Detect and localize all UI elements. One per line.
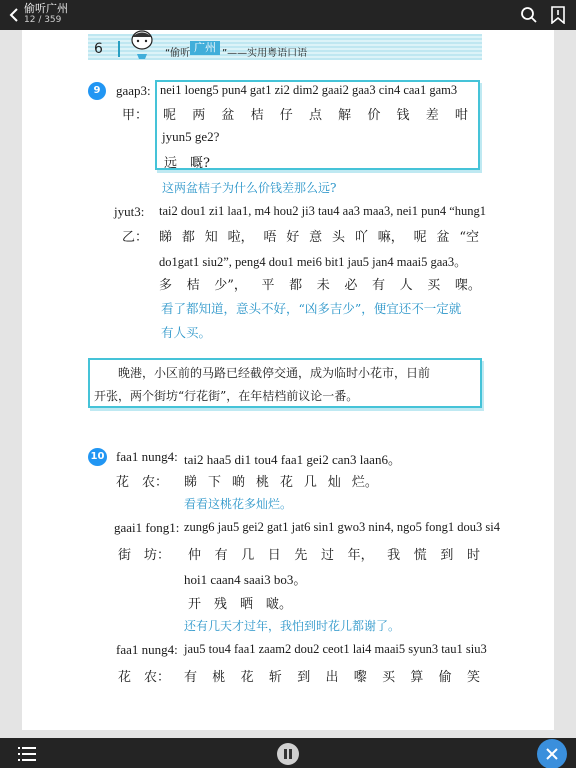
close-button[interactable] xyxy=(537,739,567,768)
pause-button[interactable] xyxy=(277,743,299,765)
speaker-roman: jyut3: xyxy=(114,204,145,219)
speaker-roman: faa1 nung4: xyxy=(116,642,178,657)
section-number-badge: 9 xyxy=(88,82,106,100)
speaker-roman: faa1 nung4: xyxy=(116,449,178,464)
speaker-roman: gaai1 fong1: xyxy=(114,520,180,535)
section-number-badge: 10 xyxy=(88,448,107,466)
speaker-roman: gaap3: xyxy=(116,83,151,98)
scene-text: 开张，两个街坊“行花街”，在年桔档前议论一番。 xyxy=(94,389,359,403)
page-number: 6 xyxy=(94,41,103,57)
romanization-line: nei1 loeng5 pun4 gat1 zi2 dim2 gaai2 gaa3 cin4 caa1 gam3 xyxy=(160,83,458,97)
chevron-left-icon[interactable] xyxy=(6,7,22,23)
divider xyxy=(118,41,120,57)
book-title: 偷听广州 xyxy=(24,2,68,15)
hanzi-line: 有 桃 花 斩 到 出 嚟 买 算 偷 笑 xyxy=(184,670,480,685)
romanization-line: do1gat1 siu2”, peng4 dou1 mei6 bit1 jau5 jan4 maai5 gaa3。 xyxy=(159,255,467,269)
page-indicator: 12 / 359 xyxy=(24,15,62,25)
header-brand: “偷听 xyxy=(165,48,191,59)
romanization-line: hoi1 caan4 saai3 bo3。 xyxy=(184,572,307,587)
hanzi-line: 仲 有 几 日 先 过 年， 我 慌 到 时 xyxy=(188,548,480,563)
translation: 看了都知道，意头不好，“凶多吉少”，便宜还不一定就 xyxy=(161,301,462,316)
mascot-icon xyxy=(124,30,160,60)
book-page xyxy=(22,30,554,730)
hanzi-line: 睇 都 知 啦， 唔 好 意 头 吖 嘛， 呢 盆 “空 xyxy=(159,230,479,245)
header-brand-highlight: 广州 xyxy=(190,41,220,55)
pause-icon xyxy=(289,749,292,759)
translation: 这两盆桔子为什么价钱差那么远? xyxy=(162,181,337,195)
pause-icon xyxy=(284,749,287,759)
translation: 看看这桃花多灿烂。 xyxy=(184,497,293,511)
bookmark-icon[interactable] xyxy=(551,6,565,24)
scene-text: 晚港，小区前的马路已经截停交通，成为临时小花市，日前 xyxy=(118,366,431,380)
romanization-line: tai2 dou1 zi1 laa1, m4 hou2 ji3 tau4 aa3 maa3, nei1 pun4 “hung1 xyxy=(159,204,487,218)
translation: 还有几天才过年，我怕到时花儿都谢了。 xyxy=(184,619,401,633)
header-subtitle: ”——实用粤语口语 xyxy=(222,48,308,59)
list-icon[interactable] xyxy=(18,747,36,761)
hanzi-line: 呢 两 盆 桔 仔 点 解 价 钱 差 咁 xyxy=(163,108,468,123)
speaker-label: 花 农： xyxy=(118,670,171,685)
speaker-label: 甲： xyxy=(122,108,149,123)
search-icon[interactable] xyxy=(520,6,538,24)
hanzi-line: 开 残 晒 啵。 xyxy=(188,597,293,612)
translation: 有人买。 xyxy=(161,325,212,340)
romanization-line: zung6 jau5 gei2 gat1 jat6 sin1 gwo3 nin4, ngo5 fong1 dou3 si4 xyxy=(184,520,500,534)
hanzi-line: 远 嘅? xyxy=(164,156,210,171)
romanization-line: tai2 haa5 di1 tou4 faa1 gei2 can3 laan6。 xyxy=(184,452,401,467)
speaker-label: 乙： xyxy=(122,230,149,245)
top-bar xyxy=(0,0,576,30)
speaker-label: 街 坊： xyxy=(118,548,171,563)
speaker-label: 花 农： xyxy=(116,475,169,490)
hanzi-line: 睇 下 啲 桃 花 几 灿 烂。 xyxy=(184,475,378,490)
hanzi-line: 多 桔 少”， 平 都 未 必 有 人 买 㗎。 xyxy=(159,278,481,293)
romanization-line: jau5 tou4 faa1 zaam2 dou2 ceot1 lai4 maai5 syun3 tau1 siu3 xyxy=(184,642,487,656)
romanization-line: jyun5 ge2? xyxy=(162,129,220,144)
close-icon xyxy=(546,748,558,760)
